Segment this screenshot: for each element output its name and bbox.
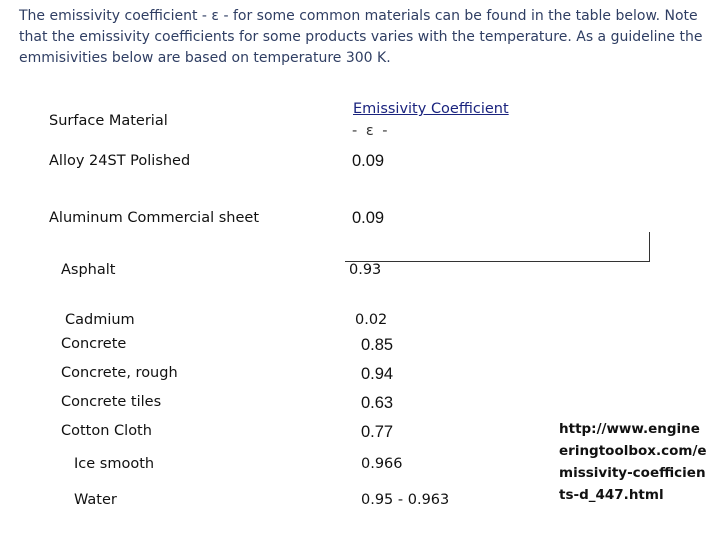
material-name: Alloy 24ST Polished [49, 153, 191, 169]
emissivity-value: 0.85 [361, 336, 394, 354]
emissivity-value: 0.09 [352, 209, 385, 227]
material-name: Cadmium [65, 312, 135, 328]
emissivity-value: 0.94 [361, 365, 394, 383]
source-url-link[interactable] [559, 418, 709, 506]
table-divider-vertical [649, 232, 650, 262]
source-url-text[interactable]: http://www.engineeringtoolbox.com/emissivity-coefficients-d_447.html [559, 421, 707, 503]
emissivity-value: 0.93 [349, 262, 382, 278]
header-coefficient-link[interactable]: Emissivity Coefficient [353, 101, 509, 117]
header-symbol: - ε - [352, 123, 390, 139]
header-material: Surface Material [49, 113, 168, 129]
material-name: Ice smooth [74, 456, 155, 472]
material-name: Cotton Cloth [61, 423, 152, 439]
material-name: Concrete [61, 336, 127, 352]
material-name: Water [74, 492, 117, 508]
emissivity-value: 0.95 - 0.963 [361, 492, 450, 508]
emissivity-value: 0.09 [352, 152, 385, 170]
material-name: Concrete tiles [61, 394, 162, 410]
emissivity-value: 0.02 [355, 312, 388, 328]
material-name: Asphalt [61, 262, 116, 278]
emissivity-value: 0.966 [361, 456, 403, 472]
material-name: Concrete, rough [61, 365, 178, 381]
material-name: Aluminum Commercial sheet [49, 210, 260, 226]
table-divider [345, 261, 650, 262]
emissivity-value: 0.77 [361, 423, 394, 441]
emissivity-value: 0.63 [361, 394, 394, 412]
intro-paragraph: The emissivity coefficient - ε - for some common materials can be found in the table below. Note that the emissivity coefficients for some products varies with the temperature. As a guideline the emmisivities below are based on temperature 300 K. [19, 8, 703, 66]
